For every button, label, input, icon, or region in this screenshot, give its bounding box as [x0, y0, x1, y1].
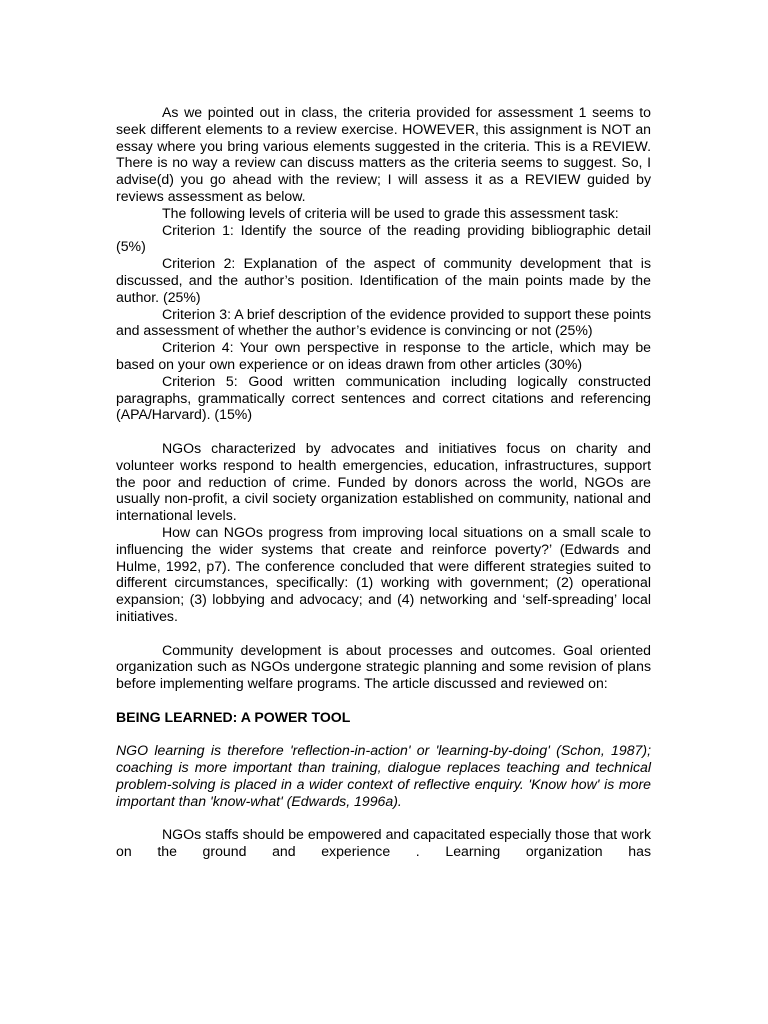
- criterion-5: Criterion 5: Good written communication including logically constructed paragraphs, grammatically correct sentences and correct citations and referencing (APA/Harvard). (15%): [116, 372, 651, 423]
- staff-paragraph: NGOs staffs should be empowered and capacitated especially those that work on the ground and experience . Learning organization has: [116, 826, 651, 860]
- criterion-4: Criterion 4: Your own perspective in response to the article, which may be based on your own experience or on ideas drawn from other articles (30%): [116, 339, 651, 372]
- progress-paragraph: How can NGOs progress from improving local situations on a small scale to influencing the wider systems that create and reinforce poverty?’ (Edwards and Hulme, 1992, p7). The conference concluded that were different strategies suited to different circumstances, specifically: (1) working with government; (2) operational expansion; (3) lobbying and advocacy; and (4) networking and ‘self-spreading’ local initiatives.: [116, 523, 651, 624]
- document-page: [116, 104, 651, 860]
- criterion-2: Criterion 2: Explanation of the aspect of community development that is discussed, and the author’s position. Identification of the main points made by the author. (25%): [116, 255, 651, 305]
- ngo-paragraph: NGOs characterized by advocates and initiatives focus on charity and volunteer works respond to health emergencies, education, infrastructures, support the poor and reduction of crime. Funded by donors across the world, NGOs are usually non-profit, a civil society organization established on community, national and international levels.: [116, 439, 651, 524]
- intro-paragraph: As we pointed out in class, the criteria provided for assessment 1 seems to seek different elements to a review exercise. HOWEVER, this assignment is NOT an essay where you bring various elements suggested in the criteria. This is a REVIEW. There is no way a review can discuss matters as the criteria seems to suggest. So, I advise(d) you go ahead with the review; I will assess it as a REVIEW guided by reviews assessment as below.: [116, 104, 651, 204]
- paragraph-spacer: [116, 725, 651, 742]
- paragraph-spacer: [116, 692, 651, 709]
- criterion-3: Criterion 3: A brief description of the evidence provided to support these points and assessment of whether the author’s evidence is convincing or not (25%): [116, 305, 651, 339]
- criterion-1: Criterion 1: Identify the source of the reading providing bibliographic detail (5%): [116, 221, 651, 255]
- paragraph-spacer: [116, 809, 651, 826]
- paragraph-spacer: [116, 625, 651, 642]
- levels-intro-paragraph: The following levels of criteria will be used to grade this assessment task:: [162, 204, 619, 221]
- community-paragraph: Community development is about processes and outcomes. Goal oriented organization such as NGOs undergone strategic planning and some revision of plans before implementing welfare programs. The article discussed and reviewed on:: [116, 641, 651, 692]
- quote-paragraph: NGO learning is therefore 'reflection-in-action' or 'learning-by-doing' (Schon, 1987); coaching is more important than training, dialogue replaces teaching and technical problem-solving is placed in a wider context of reflective enquiry. 'Know how' is more important than 'know-what' (Edwards, 1996a).: [116, 742, 651, 809]
- paragraph-spacer: [116, 423, 651, 440]
- section-heading: BEING LEARNED: A POWER TOOL: [116, 708, 351, 725]
